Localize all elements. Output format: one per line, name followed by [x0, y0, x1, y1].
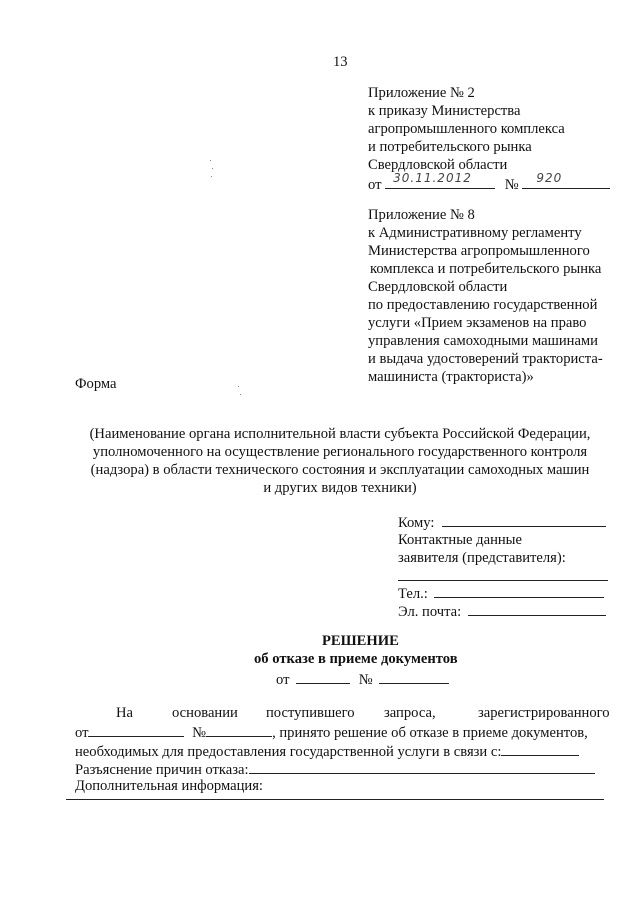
- appendix-2-line: и потребительского рынка: [368, 139, 532, 155]
- number-field: [522, 171, 610, 189]
- body-word: поступившего: [266, 705, 355, 721]
- body-word: На: [116, 705, 134, 721]
- body-line-5: Дополнительная информация:: [75, 778, 263, 794]
- explanation-field[interactable]: [249, 759, 595, 774]
- scan-speck: [238, 386, 239, 387]
- decision-title: РЕШЕНИЕ: [322, 633, 399, 649]
- date-field: [385, 171, 495, 189]
- body-line-2: [75, 722, 588, 743]
- authority-line: (надзора) в области технического состояния и эксплуатации самоходных машин: [90, 462, 590, 478]
- scan-speck: [240, 394, 241, 395]
- appendix-8-line: машиниста (тракториста)»: [368, 369, 534, 385]
- authority-line: уполномоченного на осуществление регионального государственного контроля: [92, 444, 588, 460]
- scan-speck: [211, 176, 212, 177]
- contacts-label: Контактные данные: [398, 532, 522, 548]
- form-label: Форма: [75, 376, 117, 392]
- to-field[interactable]: [442, 512, 606, 527]
- registration-date-field[interactable]: [88, 722, 184, 737]
- appendix-8-line: Министерства агропромышленного: [368, 243, 590, 259]
- appendix-2-line: Свердловской области: [368, 157, 508, 173]
- email-row: [398, 601, 606, 622]
- authority-line: (Наименование органа исполнительной власти субъекта Российской Федерации,: [89, 426, 591, 442]
- appendix-8-line: к Административному регламенту: [368, 225, 582, 241]
- additional-info-field[interactable]: [66, 799, 604, 800]
- appendix-8-line: комплекса и потребительского рынка: [370, 261, 602, 277]
- handwritten-date: 30.11.2012: [393, 171, 472, 185]
- contacts-field[interactable]: [398, 580, 608, 581]
- decision-number-prefix: №: [358, 672, 373, 688]
- decision-date-row: [276, 669, 449, 689]
- appendix-2-line: к приказу Министерства: [368, 103, 521, 119]
- to-row: [398, 512, 606, 533]
- appendix-8-line: по предоставлению государственной: [368, 297, 598, 313]
- email-field[interactable]: [468, 601, 606, 616]
- appendix-2-title: Приложение № 2: [368, 85, 475, 101]
- from-prefix: от: [75, 725, 89, 741]
- email-label: Эл. почта:: [398, 604, 462, 620]
- scan-speck: [212, 168, 213, 169]
- number-prefix: №: [504, 177, 519, 193]
- body-word: зарегистрированного: [478, 705, 610, 721]
- explanation-label: Разъяснение причин отказа:: [75, 762, 249, 778]
- appendix-8-line: услуги «Прием экзаменов на право: [368, 315, 587, 331]
- contacts-label-2: заявителя (представителя):: [398, 550, 566, 566]
- date-prefix: от: [368, 177, 382, 193]
- phone-label: Тел.:: [398, 586, 428, 602]
- decision-date-prefix: от: [276, 672, 290, 688]
- appendix-8-line: Приложение № 8: [368, 207, 475, 223]
- decision-subtitle: об отказе в приеме документов: [254, 651, 458, 667]
- appendix-8-line: управления самоходными машинами: [368, 333, 598, 349]
- body-line-2-text: , принято решение об отказе в приеме документов,: [272, 725, 588, 741]
- page-number: 13: [333, 54, 348, 70]
- body-word: основании: [172, 705, 238, 721]
- body-line-3-text: необходимых для предоставления государственной услуги в связи с:: [75, 744, 502, 760]
- reason-field[interactable]: [501, 741, 579, 756]
- appendix-8-line: и выдача удостоверений тракториста-: [368, 351, 603, 367]
- registration-number-field[interactable]: [206, 722, 272, 737]
- phone-field[interactable]: [434, 583, 604, 598]
- authority-line: и других видов техники): [263, 480, 417, 496]
- scan-speck: [210, 160, 211, 161]
- decision-number-field[interactable]: [379, 669, 449, 684]
- appendix-2-date-row: [368, 171, 610, 195]
- body-word: запроса,: [384, 705, 436, 721]
- decision-date-field[interactable]: [296, 669, 350, 684]
- appendix-8-line: Свердловской области: [368, 279, 508, 295]
- handwritten-number: 920: [536, 171, 563, 185]
- to-label: Кому:: [398, 515, 435, 531]
- appendix-2-line: агропромышленного комплекса: [368, 121, 565, 137]
- registration-number-prefix: №: [192, 725, 207, 741]
